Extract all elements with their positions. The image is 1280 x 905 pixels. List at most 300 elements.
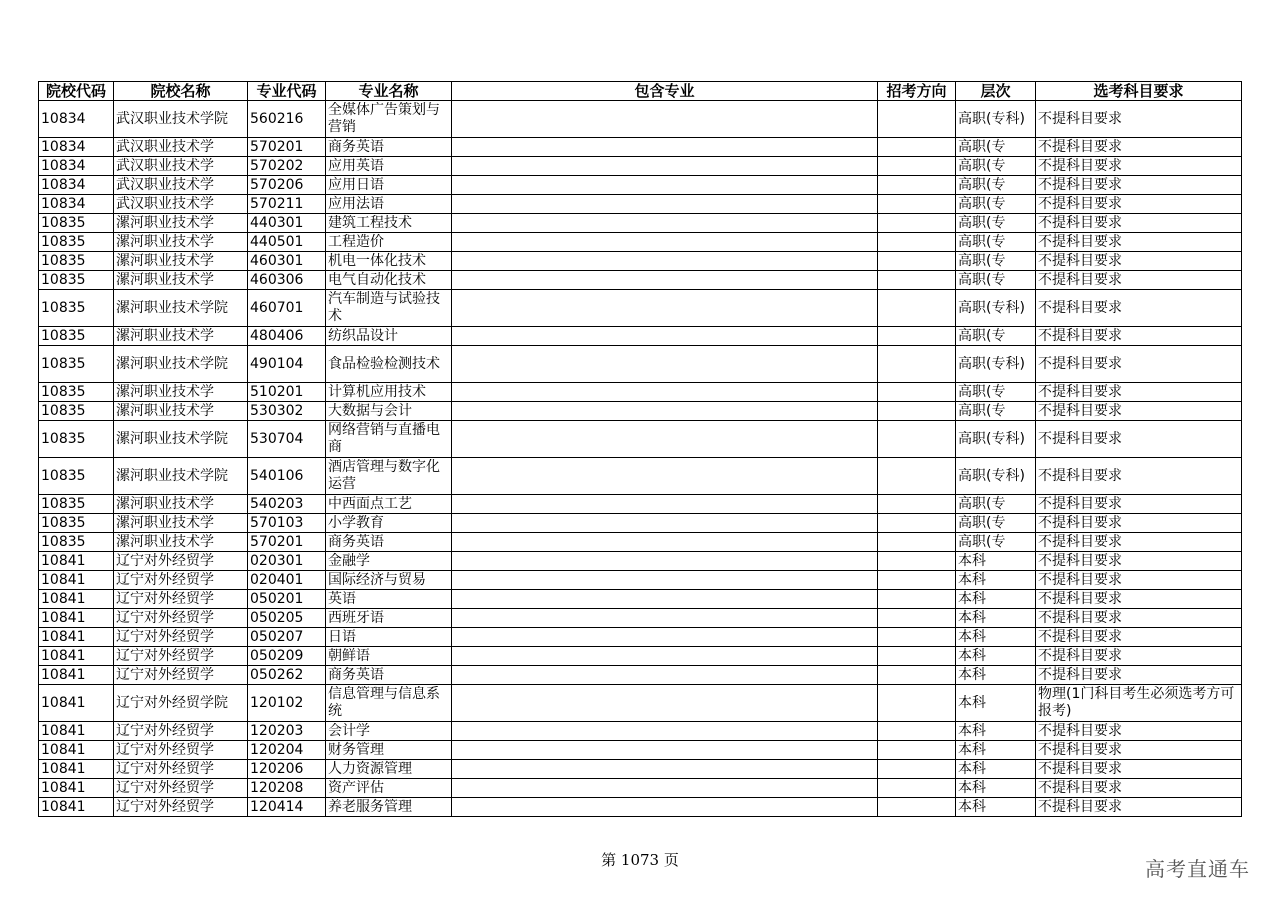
cell-level-text: 高职(专科)	[958, 110, 1025, 127]
cell-direction	[878, 779, 956, 798]
cell-school-name	[114, 609, 248, 628]
cell-school-name	[114, 741, 248, 760]
cell-subject-requirement	[1036, 495, 1242, 514]
cell-major-code-text: 120208	[250, 779, 304, 796]
cell-major-code-text: 570206	[250, 176, 304, 193]
cell-subject-requirement-text: 不提科目要求	[1038, 533, 1122, 550]
cell-subject-requirement-text: 不提科目要求	[1038, 741, 1122, 758]
cell-school-code	[39, 271, 114, 290]
cell-school-code-text: 10841	[41, 798, 86, 815]
cell-subject-requirement-text: 不提科目要求	[1038, 495, 1122, 512]
cell-major-code	[248, 779, 326, 798]
cell-subject-requirement	[1036, 628, 1242, 647]
cell-school-name	[114, 421, 248, 458]
cell-major-name	[326, 101, 452, 138]
cell-level	[956, 685, 1036, 722]
cell-level	[956, 514, 1036, 533]
cell-school-code	[39, 760, 114, 779]
cell-school-code	[39, 685, 114, 722]
cell-level	[956, 666, 1036, 685]
cell-school-name-text: 辽宁对外经贸学	[116, 590, 214, 607]
cell-major-code	[248, 647, 326, 666]
cell-school-code-text: 10834	[41, 157, 86, 174]
cell-included-majors	[452, 233, 878, 252]
table-row	[39, 402, 1242, 421]
table-row	[39, 346, 1242, 383]
cell-school-name	[114, 722, 248, 741]
cell-included-majors	[452, 760, 878, 779]
cell-major-code	[248, 327, 326, 346]
cell-level	[956, 383, 1036, 402]
cell-major-name-text: 日语	[328, 628, 356, 645]
cell-level	[956, 552, 1036, 571]
cell-major-code-text: 440301	[250, 214, 304, 231]
cell-subject-requirement-text: 不提科目要求	[1038, 402, 1122, 419]
cell-major-code-text: 570201	[250, 533, 304, 550]
cell-subject-requirement	[1036, 798, 1242, 817]
cell-school-name-text: 漯河职业技术学院	[116, 299, 228, 316]
cell-subject-requirement-text: 不提科目要求	[1038, 299, 1122, 316]
cell-level-text: 本科	[958, 552, 986, 569]
cell-school-name	[114, 458, 248, 495]
cell-school-code-text: 10841	[41, 722, 86, 739]
cell-major-code-text: 440501	[250, 233, 304, 250]
cell-school-code	[39, 722, 114, 741]
table-row	[39, 571, 1242, 590]
cell-school-code	[39, 571, 114, 590]
cell-school-code	[39, 383, 114, 402]
table-body	[39, 101, 1242, 817]
cell-school-name	[114, 101, 248, 138]
cell-subject-requirement	[1036, 346, 1242, 383]
cell-level-text: 本科	[958, 779, 986, 796]
cell-major-code-text: 120206	[250, 760, 304, 777]
cell-subject-requirement-text: 不提科目要求	[1038, 552, 1122, 569]
table-row	[39, 458, 1242, 495]
table-row	[39, 514, 1242, 533]
cell-major-name-text: 财务管理	[328, 741, 384, 758]
table-row	[39, 421, 1242, 458]
cell-subject-requirement-text: 不提科目要求	[1038, 666, 1122, 683]
cell-school-code-text: 10835	[41, 214, 86, 231]
cell-subject-requirement	[1036, 458, 1242, 495]
cell-level	[956, 628, 1036, 647]
cell-school-name	[114, 779, 248, 798]
cell-school-code	[39, 609, 114, 628]
cell-major-code	[248, 798, 326, 817]
cell-major-name-text: 汽车制造与试验技术	[328, 291, 440, 324]
cell-school-name-text: 辽宁对外经贸学	[116, 647, 214, 664]
cell-school-code	[39, 101, 114, 138]
cell-subject-requirement	[1036, 176, 1242, 195]
cell-subject-requirement	[1036, 271, 1242, 290]
cell-school-name	[114, 571, 248, 590]
cell-school-code	[39, 552, 114, 571]
cell-major-name-text: 机电一体化技术	[328, 252, 426, 269]
cell-subject-requirement	[1036, 138, 1242, 157]
cell-included-majors	[452, 552, 878, 571]
cell-included-majors	[452, 741, 878, 760]
cell-subject-requirement-text: 不提科目要求	[1038, 590, 1122, 607]
cell-school-code	[39, 421, 114, 458]
cell-school-name-text: 辽宁对外经贸学	[116, 741, 214, 758]
cell-school-name-text: 漯河职业技术学院	[116, 430, 228, 447]
cell-subject-requirement-text: 不提科目要求	[1038, 514, 1122, 531]
cell-subject-requirement-text: 物理(1门科目考生必须选考方可报考)	[1038, 686, 1235, 719]
cell-level	[956, 590, 1036, 609]
cell-included-majors	[452, 647, 878, 666]
cell-major-code-text: 510201	[250, 383, 304, 400]
table-row	[39, 214, 1242, 233]
cell-subject-requirement-text: 不提科目要求	[1038, 609, 1122, 626]
cell-major-name	[326, 458, 452, 495]
cell-direction	[878, 176, 956, 195]
cell-major-name	[326, 495, 452, 514]
cell-level-text: 高职(专	[958, 138, 1006, 155]
cell-direction	[878, 157, 956, 176]
cell-included-majors	[452, 252, 878, 271]
cell-school-name-text: 漯河职业技术学	[116, 214, 214, 231]
table-row	[39, 271, 1242, 290]
cell-school-code	[39, 590, 114, 609]
table-row	[39, 798, 1242, 817]
cell-school-code	[39, 327, 114, 346]
cell-major-code	[248, 609, 326, 628]
cell-level	[956, 609, 1036, 628]
cell-major-name	[326, 271, 452, 290]
cell-major-code	[248, 402, 326, 421]
cell-included-majors	[452, 590, 878, 609]
cell-school-code-text: 10834	[41, 176, 86, 193]
cell-major-name	[326, 252, 452, 271]
cell-subject-requirement	[1036, 233, 1242, 252]
cell-subject-requirement-text: 不提科目要求	[1038, 760, 1122, 777]
cell-school-code-text: 10835	[41, 383, 86, 400]
cell-school-name	[114, 383, 248, 402]
header-school-name: 院校名称	[114, 82, 248, 101]
cell-school-code-text: 10834	[41, 110, 86, 127]
cell-school-name	[114, 233, 248, 252]
table-row	[39, 101, 1242, 138]
cell-major-code	[248, 685, 326, 722]
cell-level-text: 高职(专	[958, 252, 1006, 269]
cell-direction	[878, 722, 956, 741]
cell-direction	[878, 101, 956, 138]
cell-direction	[878, 290, 956, 327]
cell-school-name	[114, 157, 248, 176]
cell-major-code-text: 570211	[250, 195, 304, 212]
table-row	[39, 195, 1242, 214]
cell-major-name	[326, 571, 452, 590]
cell-school-code	[39, 157, 114, 176]
cell-school-code-text: 10835	[41, 514, 86, 531]
cell-subject-requirement-text: 不提科目要求	[1038, 571, 1122, 588]
cell-major-code-text: 050205	[250, 609, 304, 626]
cell-included-majors	[452, 458, 878, 495]
cell-level	[956, 157, 1036, 176]
cell-school-name-text: 武汉职业技术学院	[116, 110, 228, 127]
cell-major-name	[326, 421, 452, 458]
cell-subject-requirement	[1036, 741, 1242, 760]
cell-school-code	[39, 647, 114, 666]
cell-direction	[878, 571, 956, 590]
cell-level	[956, 402, 1036, 421]
cell-school-name-text: 辽宁对外经贸学	[116, 628, 214, 645]
cell-subject-requirement	[1036, 101, 1242, 138]
cell-major-name-text: 养老服务管理	[328, 798, 412, 815]
cell-major-name	[326, 195, 452, 214]
cell-level-text: 高职(专	[958, 533, 1006, 550]
cell-major-name	[326, 666, 452, 685]
cell-subject-requirement-text: 不提科目要求	[1038, 176, 1122, 193]
cell-school-name-text: 辽宁对外经贸学	[116, 760, 214, 777]
cell-major-code-text: 540106	[250, 467, 304, 484]
cell-level-text: 高职(专	[958, 495, 1006, 512]
cell-subject-requirement-text: 不提科目要求	[1038, 779, 1122, 796]
cell-included-majors	[452, 421, 878, 458]
cell-level-text: 高职(专	[958, 271, 1006, 288]
cell-major-name	[326, 402, 452, 421]
cell-school-name	[114, 590, 248, 609]
cell-subject-requirement-text: 不提科目要求	[1038, 233, 1122, 250]
cell-subject-requirement-text: 不提科目要求	[1038, 252, 1122, 269]
header-subject-requirement: 选考科目要求	[1036, 82, 1242, 101]
cell-level-text: 高职(专	[958, 402, 1006, 419]
cell-major-name	[326, 722, 452, 741]
cell-level-text: 本科	[958, 694, 986, 711]
cell-school-name-text: 辽宁对外经贸学	[116, 571, 214, 588]
cell-school-code-text: 10841	[41, 552, 86, 569]
cell-level	[956, 233, 1036, 252]
cell-included-majors	[452, 628, 878, 647]
cell-major-code-text: 570201	[250, 138, 304, 155]
cell-school-code-text: 10841	[41, 779, 86, 796]
cell-school-code	[39, 533, 114, 552]
header-included-majors: 包含专业	[452, 82, 878, 101]
cell-subject-requirement	[1036, 402, 1242, 421]
cell-school-name	[114, 552, 248, 571]
cell-school-name	[114, 346, 248, 383]
cell-major-code-text: 530704	[250, 430, 304, 447]
cell-major-name-text: 会计学	[328, 722, 370, 739]
cell-subject-requirement	[1036, 214, 1242, 233]
cell-major-code-text: 540203	[250, 495, 304, 512]
page-number: 第 1073 页	[601, 851, 679, 869]
cell-included-majors	[452, 666, 878, 685]
table-row	[39, 552, 1242, 571]
cell-school-name-text: 漯河职业技术学院	[116, 355, 228, 372]
cell-school-code	[39, 195, 114, 214]
cell-school-name-text: 辽宁对外经贸学院	[116, 694, 228, 711]
cell-major-code	[248, 157, 326, 176]
cell-direction	[878, 533, 956, 552]
cell-direction	[878, 271, 956, 290]
table-row	[39, 533, 1242, 552]
cell-level	[956, 101, 1036, 138]
cell-level-text: 本科	[958, 628, 986, 645]
header-direction: 招考方向	[878, 82, 956, 101]
cell-major-name-text: 朝鲜语	[328, 647, 370, 664]
cell-level	[956, 798, 1036, 817]
cell-major-name	[326, 346, 452, 383]
cell-school-name	[114, 176, 248, 195]
cell-level-text: 高职(专科)	[958, 467, 1025, 484]
cell-major-code	[248, 176, 326, 195]
cell-major-name-text: 国际经济与贸易	[328, 571, 426, 588]
cell-subject-requirement-text: 不提科目要求	[1038, 722, 1122, 739]
cell-subject-requirement	[1036, 666, 1242, 685]
cell-school-code	[39, 741, 114, 760]
cell-included-majors	[452, 685, 878, 722]
cell-major-name-text: 计算机应用技术	[328, 383, 426, 400]
cell-direction	[878, 514, 956, 533]
cell-included-majors	[452, 779, 878, 798]
cell-major-code-text: 570103	[250, 514, 304, 531]
cell-direction	[878, 458, 956, 495]
cell-school-code-text: 10835	[41, 271, 86, 288]
cell-subject-requirement-text: 不提科目要求	[1038, 157, 1122, 174]
cell-level-text: 本科	[958, 590, 986, 607]
cell-major-code	[248, 533, 326, 552]
cell-major-code-text: 460306	[250, 271, 304, 288]
cell-school-name-text: 辽宁对外经贸学	[116, 666, 214, 683]
cell-level	[956, 195, 1036, 214]
cell-school-code	[39, 138, 114, 157]
cell-school-name-text: 武汉职业技术学	[116, 157, 214, 174]
cell-major-name-text: 应用英语	[328, 157, 384, 174]
cell-subject-requirement	[1036, 195, 1242, 214]
cell-school-code	[39, 779, 114, 798]
cell-school-code	[39, 346, 114, 383]
cell-major-code-text: 120203	[250, 722, 304, 739]
cell-major-name	[326, 685, 452, 722]
cell-major-name	[326, 176, 452, 195]
cell-included-majors	[452, 402, 878, 421]
cell-level-text: 本科	[958, 609, 986, 626]
cell-school-code	[39, 233, 114, 252]
cell-major-name-text: 中西面点工艺	[328, 495, 412, 512]
cell-school-name-text: 漯河职业技术学院	[116, 467, 228, 484]
table-row	[39, 779, 1242, 798]
cell-level-text: 高职(专科)	[958, 299, 1025, 316]
cell-major-name-text: 商务英语	[328, 533, 384, 550]
table-row	[39, 327, 1242, 346]
cell-major-code	[248, 290, 326, 327]
cell-subject-requirement-text: 不提科目要求	[1038, 327, 1122, 344]
cell-level-text: 高职(专	[958, 195, 1006, 212]
cell-major-name	[326, 533, 452, 552]
cell-school-name	[114, 533, 248, 552]
cell-included-majors	[452, 214, 878, 233]
table-row	[39, 609, 1242, 628]
cell-level-text: 高职(专科)	[958, 430, 1025, 447]
cell-school-code	[39, 495, 114, 514]
table-row	[39, 741, 1242, 760]
table-row	[39, 252, 1242, 271]
cell-major-name-text: 工程造价	[328, 233, 384, 250]
cell-school-code-text: 10841	[41, 666, 86, 683]
cell-level	[956, 533, 1036, 552]
cell-included-majors	[452, 722, 878, 741]
cell-school-name	[114, 138, 248, 157]
cell-subject-requirement	[1036, 533, 1242, 552]
cell-direction	[878, 685, 956, 722]
cell-major-name	[326, 590, 452, 609]
cell-subject-requirement-text: 不提科目要求	[1038, 110, 1122, 127]
cell-school-code-text: 10835	[41, 533, 86, 550]
cell-direction	[878, 628, 956, 647]
cell-major-name-text: 应用日语	[328, 176, 384, 193]
cell-major-name	[326, 514, 452, 533]
cell-subject-requirement-text: 不提科目要求	[1038, 647, 1122, 664]
cell-major-code-text: 050209	[250, 647, 304, 664]
cell-major-code	[248, 628, 326, 647]
cell-level-text: 本科	[958, 760, 986, 777]
cell-level	[956, 421, 1036, 458]
cell-major-code	[248, 495, 326, 514]
cell-school-code-text: 10834	[41, 195, 86, 212]
cell-direction	[878, 252, 956, 271]
cell-school-name-text: 漯河职业技术学	[116, 533, 214, 550]
cell-school-name	[114, 628, 248, 647]
cell-major-code	[248, 741, 326, 760]
cell-subject-requirement-text: 不提科目要求	[1038, 467, 1122, 484]
cell-major-name-text: 全媒体广告策划与营销	[328, 102, 440, 135]
table-row	[39, 233, 1242, 252]
cell-level-text: 高职(专	[958, 157, 1006, 174]
cell-level-text: 本科	[958, 666, 986, 683]
cell-level	[956, 138, 1036, 157]
cell-level-text: 本科	[958, 798, 986, 815]
cell-subject-requirement-text: 不提科目要求	[1038, 628, 1122, 645]
cell-subject-requirement	[1036, 383, 1242, 402]
cell-major-code-text: 020301	[250, 552, 304, 569]
cell-major-code	[248, 346, 326, 383]
cell-school-name	[114, 798, 248, 817]
cell-major-name	[326, 741, 452, 760]
cell-school-name-text: 漯河职业技术学	[116, 252, 214, 269]
cell-subject-requirement	[1036, 571, 1242, 590]
cell-school-name	[114, 685, 248, 722]
cell-major-name	[326, 157, 452, 176]
cell-level	[956, 176, 1036, 195]
cell-major-name-text: 信息管理与信息系统	[328, 686, 440, 719]
cell-included-majors	[452, 138, 878, 157]
cell-included-majors	[452, 514, 878, 533]
cell-school-name	[114, 647, 248, 666]
cell-school-code-text: 10841	[41, 628, 86, 645]
cell-included-majors	[452, 533, 878, 552]
cell-school-code	[39, 628, 114, 647]
cell-school-name	[114, 760, 248, 779]
cell-direction	[878, 327, 956, 346]
cell-subject-requirement	[1036, 779, 1242, 798]
table-row	[39, 666, 1242, 685]
cell-direction	[878, 402, 956, 421]
cell-major-code-text: 050262	[250, 666, 304, 683]
cell-level	[956, 290, 1036, 327]
cell-level	[956, 214, 1036, 233]
cell-direction	[878, 195, 956, 214]
cell-major-name-text: 电气自动化技术	[328, 271, 426, 288]
cell-school-name-text: 漯河职业技术学	[116, 495, 214, 512]
cell-major-code	[248, 233, 326, 252]
cell-major-code-text: 560216	[250, 110, 304, 127]
cell-major-name	[326, 647, 452, 666]
cell-subject-requirement	[1036, 327, 1242, 346]
cell-major-name	[326, 552, 452, 571]
cell-school-name-text: 漯河职业技术学	[116, 327, 214, 344]
